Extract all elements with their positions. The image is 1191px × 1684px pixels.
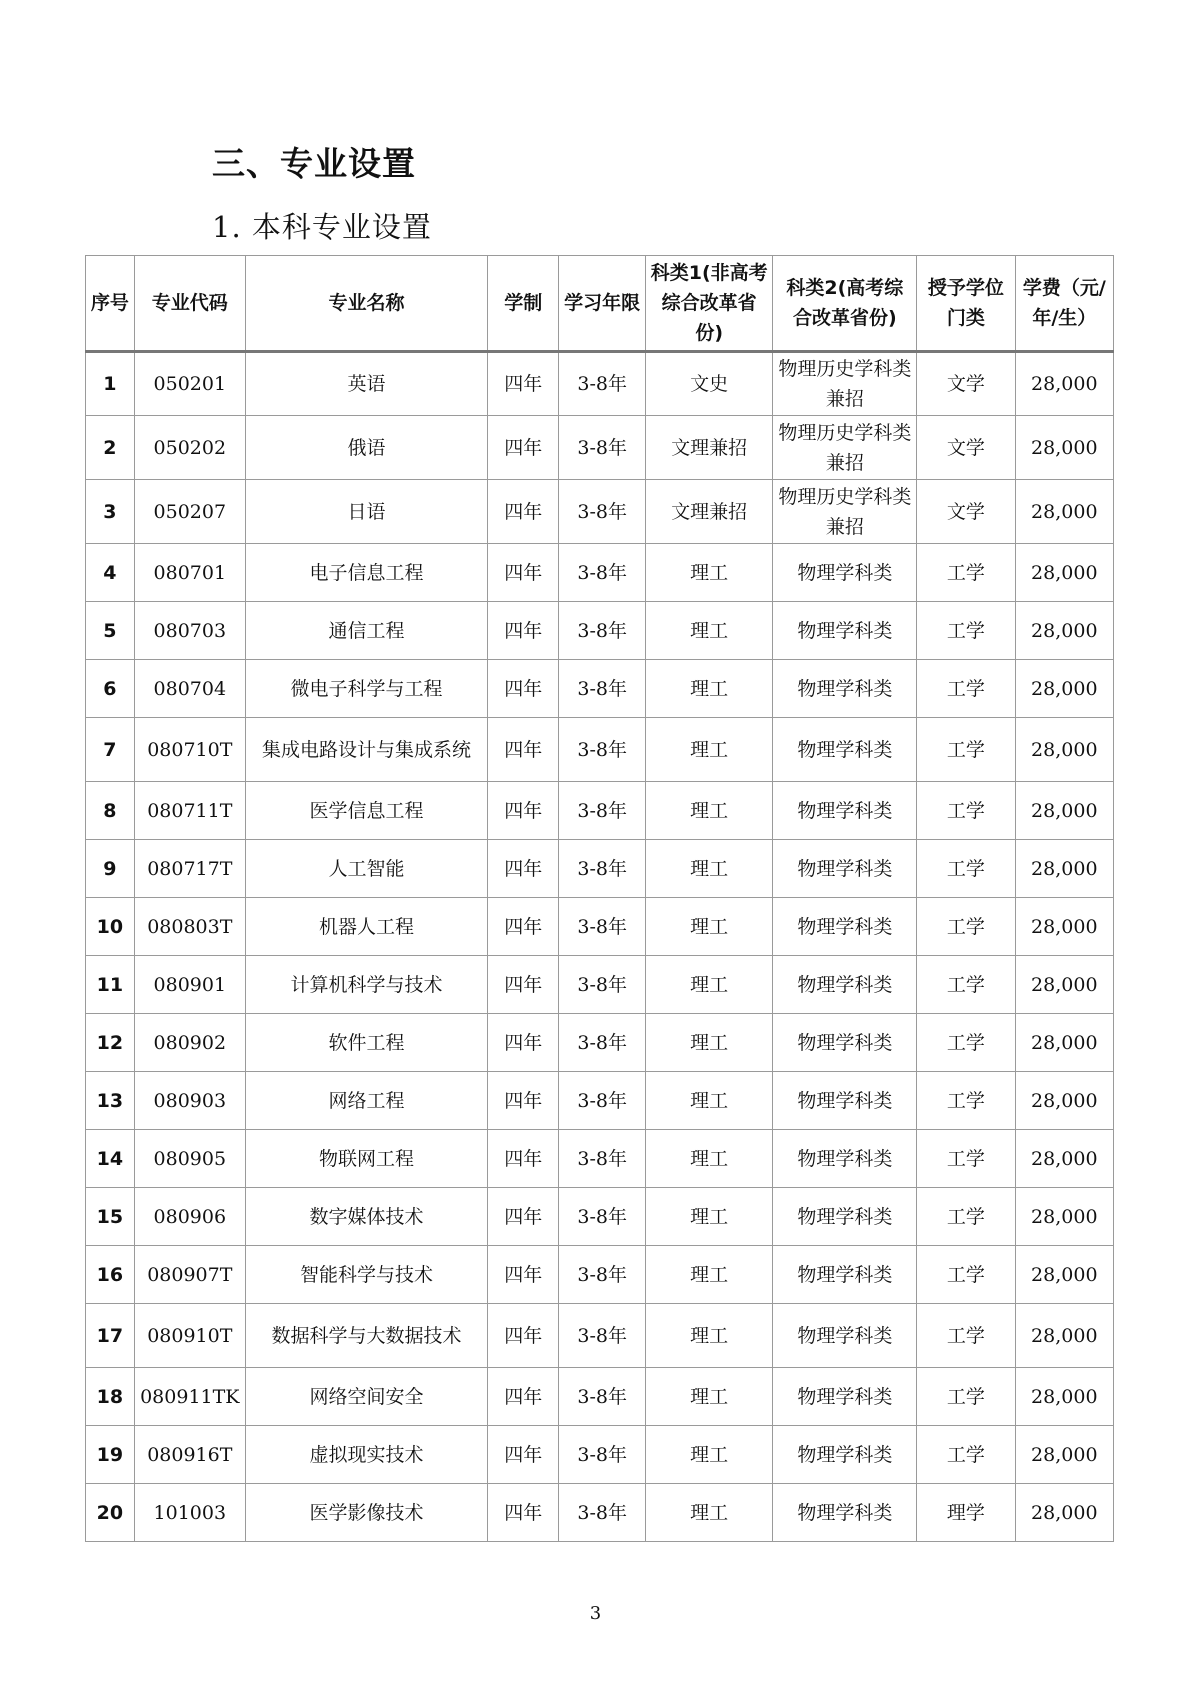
table-row [86,1246,1114,1304]
cell-name: 机器人工程 [245,898,487,956]
cell-system: 四年 [488,1246,559,1304]
subsection-title: 1. 本科专业设置 [212,210,432,244]
cell-cat1: 理工 [645,1484,773,1542]
cell-years: 3-8年 [559,416,645,480]
cell-code: 080703 [134,602,245,660]
cell-cat1: 理工 [645,1072,773,1130]
cell-degree: 工学 [917,1246,1015,1304]
cell-years: 3-8年 [559,660,645,718]
header-code: 专业代码 [134,256,245,352]
cell-cat2: 物理学科类 [773,840,917,898]
cell-seq: 18 [86,1368,135,1426]
table-row [86,1304,1114,1368]
cell-years: 3-8年 [559,1014,645,1072]
cell-cat1: 理工 [645,718,773,782]
cell-code: 080907T [134,1246,245,1304]
cell-seq: 20 [86,1484,135,1542]
cell-name: 虚拟现实技术 [245,1426,487,1484]
cell-cat2: 物理学科类 [773,1368,917,1426]
cell-name: 智能科学与技术 [245,1246,487,1304]
cell-cat2: 物理学科类 [773,718,917,782]
cell-code: 080910T [134,1304,245,1368]
cell-system: 四年 [488,352,559,416]
cell-seq: 13 [86,1072,135,1130]
cell-code: 080902 [134,1014,245,1072]
cell-code: 080717T [134,840,245,898]
header-name: 专业名称 [245,256,487,352]
cell-fee: 28,000 [1015,352,1113,416]
cell-code: 050201 [134,352,245,416]
cell-cat1: 理工 [645,1014,773,1072]
cell-cat1: 理工 [645,602,773,660]
cell-system: 四年 [488,1188,559,1246]
cell-code: 080711T [134,782,245,840]
cell-cat2: 物理学科类 [773,1304,917,1368]
cell-cat2: 物理学科类 [773,1188,917,1246]
cell-seq: 2 [86,416,135,480]
cell-cat2: 物理历史学科类兼招 [773,480,917,544]
cell-system: 四年 [488,898,559,956]
cell-years: 3-8年 [559,1426,645,1484]
cell-fee: 28,000 [1015,840,1113,898]
cell-fee: 28,000 [1015,1246,1113,1304]
table-row [86,898,1114,956]
cell-fee: 28,000 [1015,718,1113,782]
table-row [86,544,1114,602]
cell-name: 人工智能 [245,840,487,898]
table-row [86,602,1114,660]
cell-fee: 28,000 [1015,898,1113,956]
table-row [86,1426,1114,1484]
header-system: 学制 [488,256,559,352]
table-row [86,1188,1114,1246]
cell-code: 080710T [134,718,245,782]
table-row [86,1014,1114,1072]
cell-years: 3-8年 [559,1246,645,1304]
cell-seq: 1 [86,352,135,416]
cell-years: 3-8年 [559,1188,645,1246]
cell-degree: 文学 [917,480,1015,544]
cell-cat1: 理工 [645,782,773,840]
table-row [86,1484,1114,1542]
cell-years: 3-8年 [559,956,645,1014]
cell-name: 微电子科学与工程 [245,660,487,718]
cell-system: 四年 [488,1484,559,1542]
header-cat1: 科类1(非高考综合改革省份) [645,256,773,352]
cell-code: 080906 [134,1188,245,1246]
table-row [86,782,1114,840]
cell-cat1: 理工 [645,1368,773,1426]
header-years: 学习年限 [559,256,645,352]
majors-table [85,255,1114,1542]
cell-name: 网络工程 [245,1072,487,1130]
table-row [86,956,1114,1014]
table-row [86,416,1114,480]
cell-system: 四年 [488,1072,559,1130]
cell-years: 3-8年 [559,352,645,416]
cell-degree: 工学 [917,602,1015,660]
cell-name: 物联网工程 [245,1130,487,1188]
cell-cat2: 物理学科类 [773,1130,917,1188]
cell-cat2: 物理学科类 [773,1484,917,1542]
cell-years: 3-8年 [559,782,645,840]
cell-code: 080901 [134,956,245,1014]
cell-system: 四年 [488,1426,559,1484]
cell-cat2: 物理学科类 [773,898,917,956]
cell-fee: 28,000 [1015,416,1113,480]
cell-fee: 28,000 [1015,1426,1113,1484]
cell-code: 080905 [134,1130,245,1188]
cell-system: 四年 [488,718,559,782]
cell-cat2: 物理学科类 [773,660,917,718]
cell-years: 3-8年 [559,1368,645,1426]
cell-degree: 工学 [917,1072,1015,1130]
table-row [86,718,1114,782]
cell-years: 3-8年 [559,602,645,660]
cell-years: 3-8年 [559,1130,645,1188]
cell-fee: 28,000 [1015,956,1113,1014]
cell-seq: 16 [86,1246,135,1304]
cell-seq: 5 [86,602,135,660]
cell-seq: 4 [86,544,135,602]
cell-degree: 工学 [917,956,1015,1014]
cell-seq: 8 [86,782,135,840]
table-row [86,840,1114,898]
cell-system: 四年 [488,1304,559,1368]
cell-system: 四年 [488,782,559,840]
cell-fee: 28,000 [1015,544,1113,602]
cell-code: 080916T [134,1426,245,1484]
cell-fee: 28,000 [1015,480,1113,544]
cell-code: 080803T [134,898,245,956]
cell-name: 数字媒体技术 [245,1188,487,1246]
cell-seq: 7 [86,718,135,782]
cell-cat2: 物理学科类 [773,1426,917,1484]
cell-cat2: 物理学科类 [773,1014,917,1072]
cell-fee: 28,000 [1015,1014,1113,1072]
cell-name: 集成电路设计与集成系统 [245,718,487,782]
cell-years: 3-8年 [559,718,645,782]
table-row [86,1130,1114,1188]
cell-cat1: 文史 [645,352,773,416]
table-body [86,352,1114,1542]
cell-code: 080704 [134,660,245,718]
cell-cat2: 物理学科类 [773,1072,917,1130]
cell-degree: 工学 [917,544,1015,602]
cell-fee: 28,000 [1015,660,1113,718]
cell-cat1: 理工 [645,1426,773,1484]
cell-degree: 工学 [917,782,1015,840]
cell-name: 医学影像技术 [245,1484,487,1542]
cell-name: 日语 [245,480,487,544]
page-number: 3 [589,1603,602,1624]
cell-system: 四年 [488,480,559,544]
cell-seq: 9 [86,840,135,898]
cell-degree: 文学 [917,416,1015,480]
cell-cat1: 理工 [645,1130,773,1188]
cell-fee: 28,000 [1015,1368,1113,1426]
table-row [86,352,1114,416]
cell-fee: 28,000 [1015,1130,1113,1188]
cell-degree: 工学 [917,1188,1015,1246]
cell-cat1: 理工 [645,840,773,898]
header-cat2: 科类2(高考综合改革省份) [773,256,917,352]
cell-cat2: 物理学科类 [773,782,917,840]
cell-cat1: 理工 [645,1246,773,1304]
cell-degree: 工学 [917,1014,1015,1072]
cell-fee: 28,000 [1015,1188,1113,1246]
cell-name: 英语 [245,352,487,416]
cell-degree: 工学 [917,1304,1015,1368]
cell-name: 软件工程 [245,1014,487,1072]
table-header-row [86,256,1114,352]
cell-system: 四年 [488,1014,559,1072]
cell-system: 四年 [488,956,559,1014]
cell-system: 四年 [488,1368,559,1426]
cell-fee: 28,000 [1015,782,1113,840]
cell-code: 050202 [134,416,245,480]
cell-degree: 工学 [917,660,1015,718]
cell-system: 四年 [488,660,559,718]
cell-cat2: 物理历史学科类兼招 [773,352,917,416]
cell-seq: 14 [86,1130,135,1188]
table-row [86,660,1114,718]
cell-degree: 文学 [917,352,1015,416]
cell-name: 计算机科学与技术 [245,956,487,1014]
cell-seq: 12 [86,1014,135,1072]
cell-degree: 工学 [917,840,1015,898]
cell-code: 080903 [134,1072,245,1130]
cell-seq: 17 [86,1304,135,1368]
cell-cat1: 文理兼招 [645,480,773,544]
cell-degree: 工学 [917,1368,1015,1426]
cell-years: 3-8年 [559,898,645,956]
cell-fee: 28,000 [1015,1304,1113,1368]
header-degree: 授予学位门类 [917,256,1015,352]
cell-system: 四年 [488,602,559,660]
cell-years: 3-8年 [559,1072,645,1130]
cell-code: 080911TK [134,1368,245,1426]
cell-cat1: 理工 [645,956,773,1014]
cell-fee: 28,000 [1015,1484,1113,1542]
cell-system: 四年 [488,544,559,602]
cell-code: 101003 [134,1484,245,1542]
cell-cat2: 物理学科类 [773,956,917,1014]
cell-name: 通信工程 [245,602,487,660]
cell-degree: 理学 [917,1484,1015,1542]
cell-fee: 28,000 [1015,602,1113,660]
cell-fee: 28,000 [1015,1072,1113,1130]
cell-cat1: 理工 [645,544,773,602]
cell-cat1: 文理兼招 [645,416,773,480]
cell-system: 四年 [488,840,559,898]
cell-cat1: 理工 [645,898,773,956]
cell-seq: 3 [86,480,135,544]
cell-years: 3-8年 [559,1484,645,1542]
cell-cat2: 物理历史学科类兼招 [773,416,917,480]
cell-system: 四年 [488,416,559,480]
section-title: 三、专业设置 [212,144,416,183]
cell-cat1: 理工 [645,1188,773,1246]
table-row [86,1368,1114,1426]
cell-degree: 工学 [917,898,1015,956]
cell-years: 3-8年 [559,480,645,544]
cell-cat2: 物理学科类 [773,1246,917,1304]
header-fee: 学费（元/年/生） [1015,256,1113,352]
cell-name: 数据科学与大数据技术 [245,1304,487,1368]
cell-degree: 工学 [917,1426,1015,1484]
cell-years: 3-8年 [559,544,645,602]
cell-name: 医学信息工程 [245,782,487,840]
cell-seq: 6 [86,660,135,718]
cell-years: 3-8年 [559,840,645,898]
cell-cat2: 物理学科类 [773,602,917,660]
cell-cat1: 理工 [645,660,773,718]
cell-name: 俄语 [245,416,487,480]
cell-cat2: 物理学科类 [773,544,917,602]
cell-seq: 11 [86,956,135,1014]
cell-seq: 19 [86,1426,135,1484]
table-row [86,1072,1114,1130]
cell-seq: 15 [86,1188,135,1246]
cell-years: 3-8年 [559,1304,645,1368]
cell-name: 电子信息工程 [245,544,487,602]
table-row [86,480,1114,544]
cell-cat1: 理工 [645,1304,773,1368]
cell-code: 050207 [134,480,245,544]
cell-name: 网络空间安全 [245,1368,487,1426]
cell-degree: 工学 [917,718,1015,782]
cell-seq: 10 [86,898,135,956]
cell-system: 四年 [488,1130,559,1188]
cell-code: 080701 [134,544,245,602]
header-seq: 序号 [86,256,135,352]
cell-degree: 工学 [917,1130,1015,1188]
